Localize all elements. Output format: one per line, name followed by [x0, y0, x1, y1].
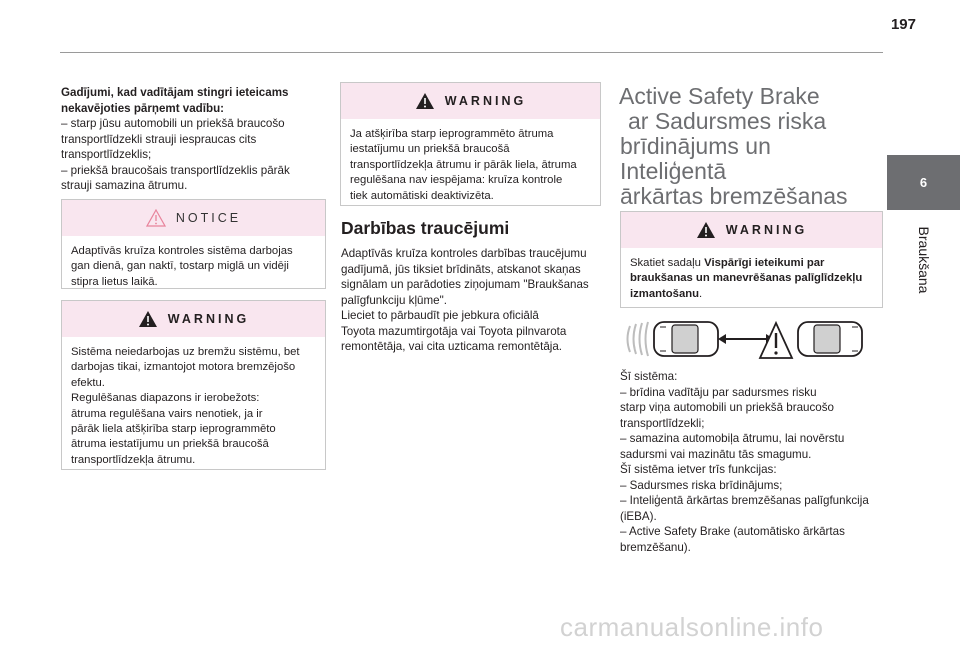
title-line: ar Sadursmes riska: [628, 108, 827, 134]
col2-line: remontētāja, vai cita uzticama remontētāja.: [341, 340, 563, 353]
col2-text: [341, 246, 603, 355]
warning-line: darbojas tikai, izmantojot motora bremzējošo: [71, 361, 296, 374]
col2-line: Adaptīvās kruīza kontroles darbības traucējumu: [341, 247, 587, 260]
chapter-label: [887, 210, 960, 310]
col1-line: – starp jūsu automobili un priekšā braucošo: [61, 117, 285, 130]
warning-header: [62, 301, 325, 337]
col3-line: transportlīdzekli;: [620, 416, 705, 430]
warning-line: Sistēma neiedarbojas uz bremžu sistēmu, bet: [71, 346, 300, 358]
warning-box-2: [340, 82, 601, 206]
warning-line: transportlīdzekļa ātrumu ir pārāk liela, ātruma: [350, 158, 577, 171]
col2-line: Toyota mazumtirgotāja vai Toyota pilnvarota: [341, 324, 567, 338]
title-line: Active Safety Brake: [619, 83, 820, 109]
warning-line: regulēšana nav iespējama: kruīza kontrole: [350, 174, 563, 187]
warning-box-3: [620, 211, 883, 308]
col1-line: – priekšā braucošais transportlīdzeklis pārāk: [61, 163, 290, 177]
col2-line: signālam un parādoties ziņojumam "Braukšanas: [341, 278, 589, 291]
col3-line: starp viņa automobili un priekšā braucošo: [620, 401, 834, 414]
warning-header: [621, 212, 882, 248]
col1-line: strauji samazina ātrumu.: [61, 179, 188, 192]
warning-header: [341, 83, 600, 119]
warning-icon: [696, 221, 716, 239]
col3-line: Šī sistēma:: [620, 370, 678, 383]
warning-line: transportlīdzekļa ātrumu.: [71, 453, 196, 466]
warning-line: pārāk liela atšķirība starp ieprogrammēto: [71, 423, 276, 436]
motion-lines: [628, 322, 649, 356]
collision-illustration: [620, 314, 882, 364]
col3-line: – Sadursmes riska brīdinājums;: [620, 478, 783, 492]
col3-line: – brīdina vadītāju par sadursmes risku: [620, 385, 817, 399]
notice-body: [62, 236, 325, 290]
page-number: 197: [890, 16, 916, 33]
col1-line: transportlīdzeklis;: [61, 148, 152, 161]
col3-text: [620, 369, 885, 555]
notice-header: [62, 200, 325, 236]
col3-line: bremzēšanu).: [620, 540, 691, 554]
col3-line: Šī sistēma ietver trīs funkcijas:: [620, 463, 777, 476]
warning-text-suffix: .: [699, 287, 703, 300]
rear-car-icon: [654, 322, 718, 356]
collision-warning-icon: [760, 323, 792, 358]
chapter-tab[interactable]: 6: [887, 155, 960, 210]
warning-icon: [415, 92, 435, 110]
col1-line: transportlīdzekli strauji iespraucas cits: [61, 132, 257, 146]
header-rule: [60, 52, 883, 53]
warning-line: efektu.: [71, 376, 105, 389]
col1-intro: Gadījumi, kad vadītājam stingri ieteicams nekavējoties pārņemt vadību:: [61, 86, 289, 115]
notice-line: gan dienā, gan naktī, tostarp miglā un vidēji: [71, 260, 289, 273]
warning-icon: [138, 310, 158, 328]
warning-line: Ja atšķirība starp ieprogrammēto ātruma: [350, 128, 554, 140]
notice-line: Adaptīvās kruīza kontroles sistēma darbojas: [71, 245, 293, 257]
warning-title: WARNING: [725, 223, 808, 237]
notice-title: NOTICE: [175, 211, 242, 225]
warning-text-prefix: Skatiet sadaļu: [630, 257, 705, 269]
notice-line: stipra lietus laikā.: [71, 275, 158, 288]
col1-text: [61, 85, 326, 194]
warning-line: ātruma iestatījumu un priekšā braucošā: [71, 438, 269, 451]
title-line: brīdinājums un Inteliģentā: [620, 133, 771, 184]
col3-line: sadursmi vai mazinātu tās smagumu.: [620, 447, 812, 461]
notice-box: [61, 199, 326, 289]
warning-title: WARNING: [167, 312, 250, 326]
front-car-icon: [798, 322, 862, 356]
title-line: ārkārtas bremzēšanas: [620, 183, 848, 209]
section-heading: Darbības traucējumi: [341, 218, 510, 238]
warning-box-1: [61, 300, 326, 470]
warning-text: [630, 256, 872, 302]
col2-line: gadījumā, jūs tiksiet brīdināts, atskanot skaņas: [341, 262, 581, 276]
chapter-title: Braukšana: [915, 226, 932, 294]
col2-line: Lieciet to pārbaudīt pie jebkura oficiālā: [341, 309, 539, 322]
col3-line: – Inteliģentā ārkārtas bremzēšanas palīgfunkcija: [620, 494, 869, 507]
col2-line: palīgfunkciju kļūme".: [341, 293, 447, 307]
warning-line: Regulēšanas diapazons ir ierobežots:: [71, 392, 260, 405]
col3-line: – samazina automobiļa ātrumu, lai novērstu: [620, 432, 845, 445]
warning-body: [341, 119, 600, 204]
warning-line: ātruma regulēšana vairs nenotiek, ja ir: [71, 407, 263, 420]
col3-line: – Active Safety Brake (automātisko ārkārtas: [620, 525, 845, 538]
warning-line: tiek automātiski deaktivizēta.: [350, 189, 494, 202]
col3-line: (iEBA).: [620, 509, 657, 523]
warning-body: [621, 248, 882, 302]
notice-warning-icon: [146, 209, 166, 227]
warning-link-text: Vispārīgi ieteikumi par braukšanas un manevrēšanas palīglīdzekļu izmantošanu: [630, 257, 863, 300]
arrow-icon: [718, 334, 774, 344]
watermark: carmanualsonline.info: [560, 612, 824, 642]
warning-body: [62, 337, 325, 468]
warning-line: iestatījumu un priekšā braucošā: [350, 143, 510, 156]
warning-title: WARNING: [444, 94, 527, 108]
